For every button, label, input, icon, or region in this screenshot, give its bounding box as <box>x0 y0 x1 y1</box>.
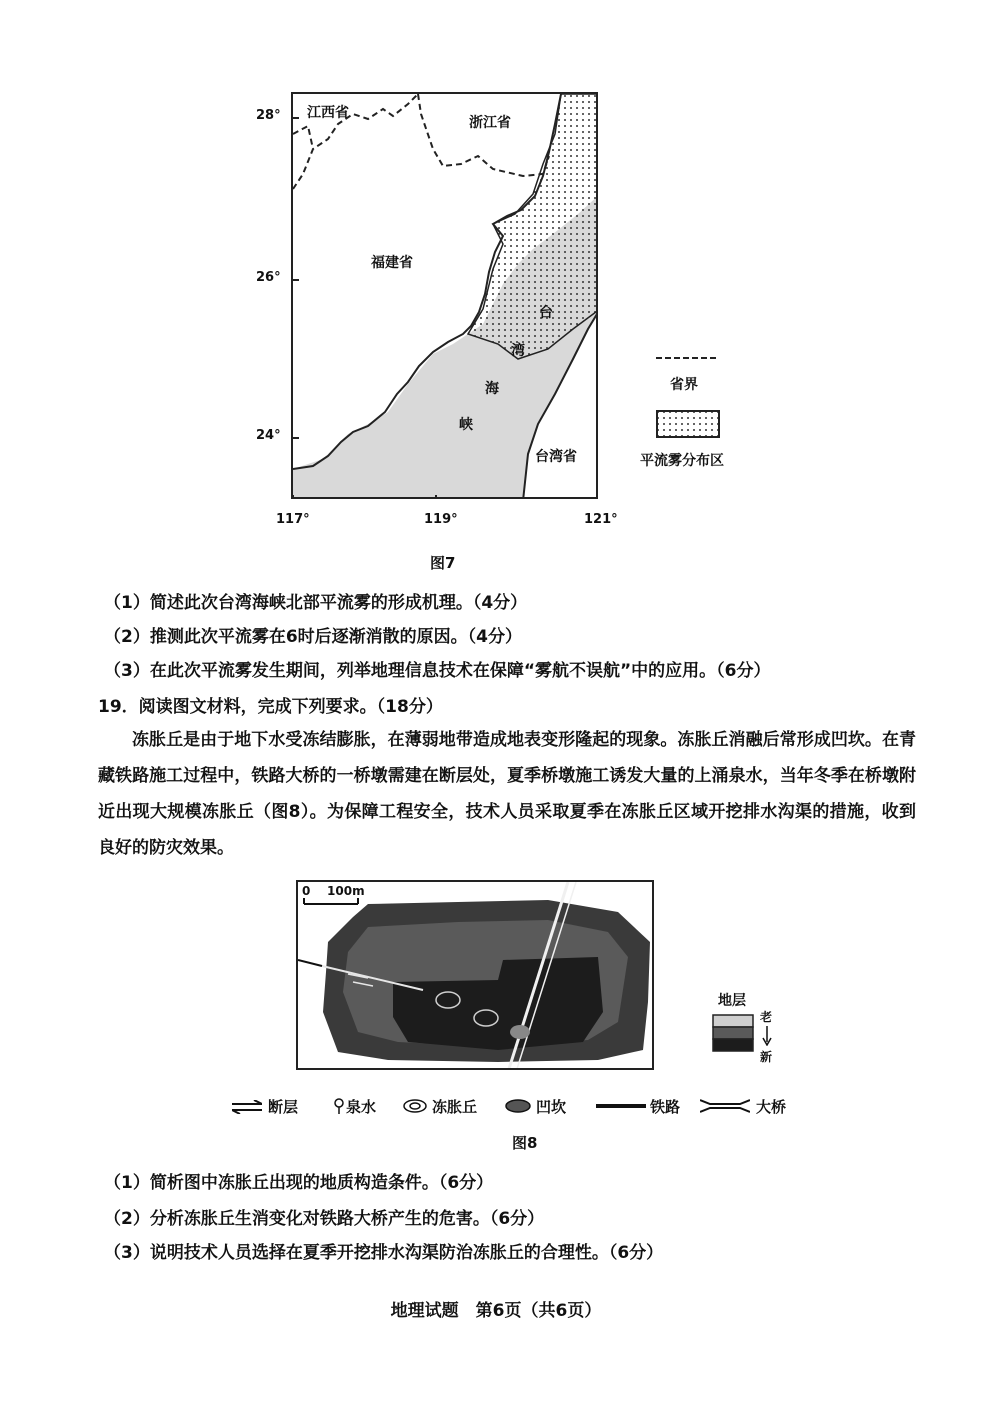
q19-sub1: （1）简析图中冻胀丘出现的地质构造条件。（6分） <box>104 1173 494 1193</box>
label-jiangxi: 江西省 <box>307 105 349 121</box>
strata-legend-swatch <box>712 1014 754 1052</box>
lat-label-28: 28° <box>256 108 281 123</box>
strata-new-label: 新 <box>760 1050 773 1064</box>
label-strait-tai: 台 <box>539 305 553 321</box>
boundary-jx-left <box>293 126 313 149</box>
pit-a <box>510 1025 530 1039</box>
fault-icon <box>232 1100 262 1114</box>
boundary-zj-fj <box>418 94 549 176</box>
boundary-legend-symbol <box>656 352 718 364</box>
fog-area <box>468 94 598 359</box>
lon-label-121: 121° <box>584 512 618 527</box>
q19-sub3: （3）说明技术人员选择在夏季开挖排水沟渠防治冻胀丘的合理性。（6分） <box>104 1243 664 1263</box>
label-fujian: 福建省 <box>371 255 413 271</box>
figure8-drawing <box>298 882 654 1070</box>
label-strait-xia: 峡 <box>459 417 473 433</box>
q19-material-paragraph: 冻胀丘是由于地下水受冻结膨胀，在薄弱地带造成地表变形隆起的现象。冻胀丘消融后常形成凹坎。在青藏铁路施工过程中，铁路大桥的一桥墩需建在断层处，夏季桥墩施工诱发大量的上涌泉水，当年冬季在桥墩附近出现大规模冻胀丘（图8）。为保障工程安全，技术人员采取夏季在冻胀丘区域开挖排水沟渠的措施，收到良好的防灾效果。 <box>98 730 916 858</box>
lat-label-26: 26° <box>256 270 281 285</box>
lon-label-117: 117° <box>276 512 310 527</box>
figure8-diagram <box>296 880 654 1070</box>
key-railway-label: 铁路 <box>650 1098 681 1116</box>
strata-arrow <box>762 1026 772 1046</box>
key-spring-label: 泉水 <box>346 1098 377 1116</box>
strata-old-label: 老 <box>760 1010 773 1024</box>
map-frame <box>291 92 598 499</box>
q19-header: 19．阅读图文材料，完成下列要求。（18分） <box>98 697 443 717</box>
railway-icon <box>596 1100 646 1112</box>
figure7-caption: 图7 <box>430 554 456 572</box>
q18-sub2: （2）推测此次平流雾在6时后逐渐消散的原因。（4分） <box>104 627 522 647</box>
page-footer: 地理试题 第6页（共6页） <box>390 1301 602 1321</box>
legend-fog-label: 平流雾分布区 <box>640 453 724 469</box>
map-drawing <box>293 94 598 499</box>
label-strait-wan: 湾 <box>511 343 525 359</box>
key-bridge-label: 大桥 <box>756 1098 787 1116</box>
spring-icon <box>334 1098 344 1114</box>
legend-boundary-label: 省界 <box>670 377 698 393</box>
fog-legend-symbol <box>656 410 720 438</box>
q19-sub2: （2）分析冻胀丘生消变化对铁路大桥产生的危害。（6分） <box>104 1209 545 1229</box>
strata-title: 地层 <box>718 993 746 1009</box>
key-fault-label: 断层 <box>268 1098 299 1116</box>
label-taiwan: 台湾省 <box>535 449 577 465</box>
bridge-icon <box>700 1098 750 1114</box>
label-zhejiang: 浙江省 <box>469 115 511 131</box>
key-frost-mound-label: 冻胀丘 <box>432 1098 478 1116</box>
figure8-caption: 图8 <box>512 1134 538 1152</box>
key-pit-label: 凹坎 <box>536 1098 567 1116</box>
lat-label-24: 24° <box>256 428 281 443</box>
frost-mound-icon <box>402 1098 428 1114</box>
pit-icon <box>504 1098 532 1114</box>
q18-sub3: （3）在此次平流雾发生期间，列举地理信息技术在保障“雾航不误航”中的应用。（6分） <box>104 661 771 681</box>
scale-bar-label: 0 100m <box>302 884 365 898</box>
label-strait-hai: 海 <box>485 381 499 397</box>
lon-label-119: 119° <box>424 512 458 527</box>
q18-sub1: （1）简述此次台湾海峡北部平流雾的形成机理。（4分） <box>104 593 528 613</box>
